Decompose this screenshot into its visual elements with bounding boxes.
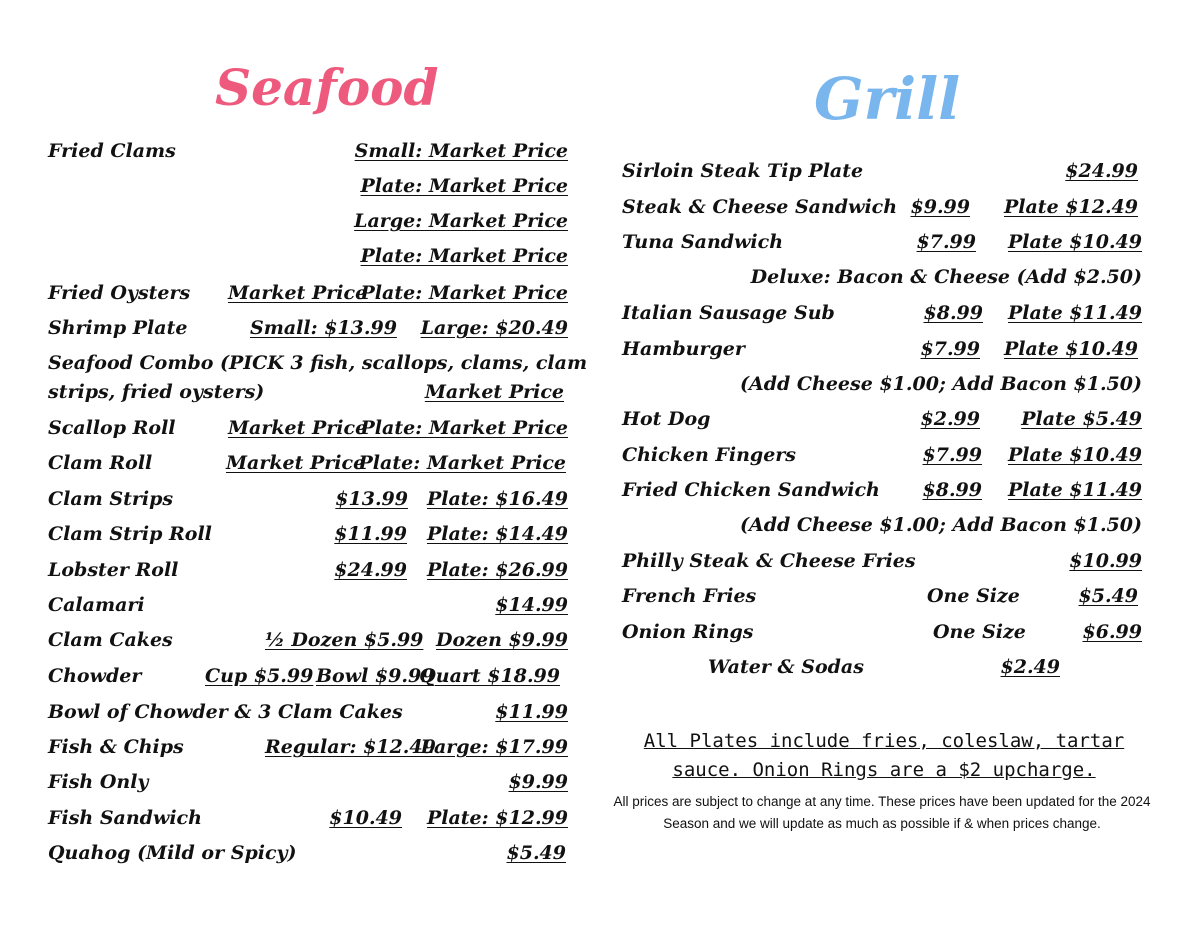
clam-strips-plate: Plate: $16.49 <box>426 488 568 510</box>
steak-cheese-name: Steak & Cheese Sandwich <box>622 196 898 218</box>
clam-roll-price: Market Price <box>226 452 366 474</box>
water-sodas-name: Water & Sodas <box>708 656 864 678</box>
onion-rings-size: One Size <box>933 621 1026 643</box>
chowder-cup: Cup $5.99 <box>205 665 314 687</box>
fish-chips-large: Large: $17.99 <box>420 736 568 758</box>
clam-strip-roll-plate: Plate: $14.49 <box>426 523 568 545</box>
french-fries-name: French Fries <box>622 585 757 607</box>
sirloin-price: $24.99 <box>1065 160 1138 182</box>
price-disclaimer: All prices are subject to change at any time. These prices have been updated for the 2024 Season and we will update as much as possible if & when prices change. <box>613 794 1151 831</box>
tuna-price: $7.99 <box>916 231 976 253</box>
fried-oysters-price: Market Price <box>228 282 368 304</box>
seafood-combo-line2: strips, fried oysters) <box>48 381 265 403</box>
italian-sausage-price: $8.99 <box>923 302 983 324</box>
french-fries-price: $5.49 <box>1078 585 1138 607</box>
fried-chicken-plate: Plate $11.49 <box>1007 479 1142 501</box>
fried-chicken-price: $8.99 <box>922 479 982 501</box>
addon-note-2: (Add Cheese $1.00; Add Bacon $1.50) <box>739 514 1142 536</box>
fish-sandwich-price: $10.49 <box>329 807 402 829</box>
fried-clams-name: Fried Clams <box>48 140 176 162</box>
french-fries-size: One Size <box>927 585 1020 607</box>
sirloin-name: Sirloin Steak Tip Plate <box>622 160 864 182</box>
bowl-chowder-name: Bowl of Chowder & 3 Clam Cakes <box>48 701 403 723</box>
hamburger-price: $7.99 <box>920 338 980 360</box>
seafood-combo-line1: Seafood Combo (PICK 3 fish, scallops, clams, clam <box>48 352 588 374</box>
calamari-name: Calamari <box>48 594 145 616</box>
italian-sausage-plate: Plate $11.49 <box>1007 302 1142 324</box>
clam-strip-roll-price: $11.99 <box>334 523 407 545</box>
shrimp-plate-large: Large: $20.49 <box>420 317 568 339</box>
quahog-price: $5.49 <box>506 842 566 864</box>
fried-clams-plate-1: Plate: Market Price <box>360 175 568 197</box>
bowl-chowder-price: $11.99 <box>495 701 568 723</box>
clam-cakes-half-dozen: ½ Dozen $5.99 <box>265 629 424 651</box>
fish-chips-name: Fish & Chips <box>48 736 184 758</box>
lobster-roll-name: Lobster Roll <box>48 559 179 581</box>
scallop-roll-plate: Plate: Market Price <box>360 417 568 439</box>
clam-cakes-dozen: Dozen $9.99 <box>436 629 568 651</box>
fried-clams-large: Large: Market Price <box>354 210 568 232</box>
steak-cheese-price: $9.99 <box>910 196 970 218</box>
clam-strips-name: Clam Strips <box>48 488 174 510</box>
deluxe-note: Deluxe: Bacon & Cheese (Add $2.50) <box>750 266 1142 288</box>
addon-note-1: (Add Cheese $1.00; Add Bacon $1.50) <box>739 373 1142 395</box>
hot-dog-name: Hot Dog <box>622 408 711 430</box>
fried-oysters-plate: Plate: Market Price <box>360 282 568 304</box>
fish-only-price: $9.99 <box>508 771 568 793</box>
hamburger-name: Hamburger <box>622 338 745 360</box>
fried-oysters-name: Fried Oysters <box>48 282 191 304</box>
shrimp-plate-name: Shrimp Plate <box>48 317 188 339</box>
hot-dog-plate: Plate $5.49 <box>1021 408 1142 430</box>
onion-rings-price: $6.99 <box>1082 621 1142 643</box>
fish-sandwich-plate: Plate: $12.99 <box>426 807 568 829</box>
chicken-fingers-plate: Plate $10.49 <box>1007 444 1142 466</box>
shrimp-plate-small: Small: $13.99 <box>250 317 397 339</box>
chicken-fingers-price: $7.99 <box>922 444 982 466</box>
scallop-roll-price: Market Price <box>228 417 368 439</box>
chicken-fingers-name: Chicken Fingers <box>622 444 797 466</box>
seafood-title: Seafood <box>215 58 439 117</box>
tuna-plate: Plate $10.49 <box>1007 231 1142 253</box>
clam-roll-name: Clam Roll <box>48 452 153 474</box>
fried-clams-plate-2: Plate: Market Price <box>360 245 568 267</box>
hamburger-plate: Plate $10.49 <box>1003 338 1138 360</box>
quahog-name: Quahog (Mild or Spicy) <box>48 842 297 864</box>
grill-title: Grill <box>814 65 961 133</box>
chowder-quart: Quart $18.99 <box>419 665 560 687</box>
tuna-name: Tuna Sandwich <box>622 231 784 253</box>
calamari-price: $14.99 <box>495 594 568 616</box>
fried-chicken-name: Fried Chicken Sandwich <box>622 479 880 501</box>
water-sodas-price: $2.49 <box>1000 656 1060 678</box>
lobster-roll-plate: Plate: $26.99 <box>426 559 568 581</box>
italian-sausage-name: Italian Sausage Sub <box>622 302 835 324</box>
fish-sandwich-name: Fish Sandwich <box>48 807 202 829</box>
clam-cakes-name: Clam Cakes <box>48 629 173 651</box>
lobster-roll-price: $24.99 <box>334 559 407 581</box>
chowder-bowl: Bowl $9.99 <box>316 665 435 687</box>
seafood-combo-price: Market Price <box>424 381 564 403</box>
fish-chips-regular: Regular: $12.49 <box>265 736 436 758</box>
hot-dog-price: $2.99 <box>920 408 980 430</box>
philly-price: $10.99 <box>1069 550 1142 572</box>
clam-roll-plate: Plate: Market Price <box>358 452 566 474</box>
fish-only-name: Fish Only <box>48 771 149 793</box>
scallop-roll-name: Scallop Roll <box>48 417 176 439</box>
chowder-name: Chowder <box>48 665 142 687</box>
clam-strips-price: $13.99 <box>335 488 408 510</box>
clam-strip-roll-name: Clam Strip Roll <box>48 523 212 545</box>
philly-name: Philly Steak & Cheese Fries <box>622 550 916 572</box>
plates-note: All Plates include fries, coleslaw, tartar sauce. Onion Rings are a $2 upcharge. <box>643 730 1125 781</box>
onion-rings-name: Onion Rings <box>622 621 754 643</box>
steak-cheese-plate: Plate $12.49 <box>1003 196 1138 218</box>
fried-clams-small: Small: Market Price <box>354 140 568 162</box>
